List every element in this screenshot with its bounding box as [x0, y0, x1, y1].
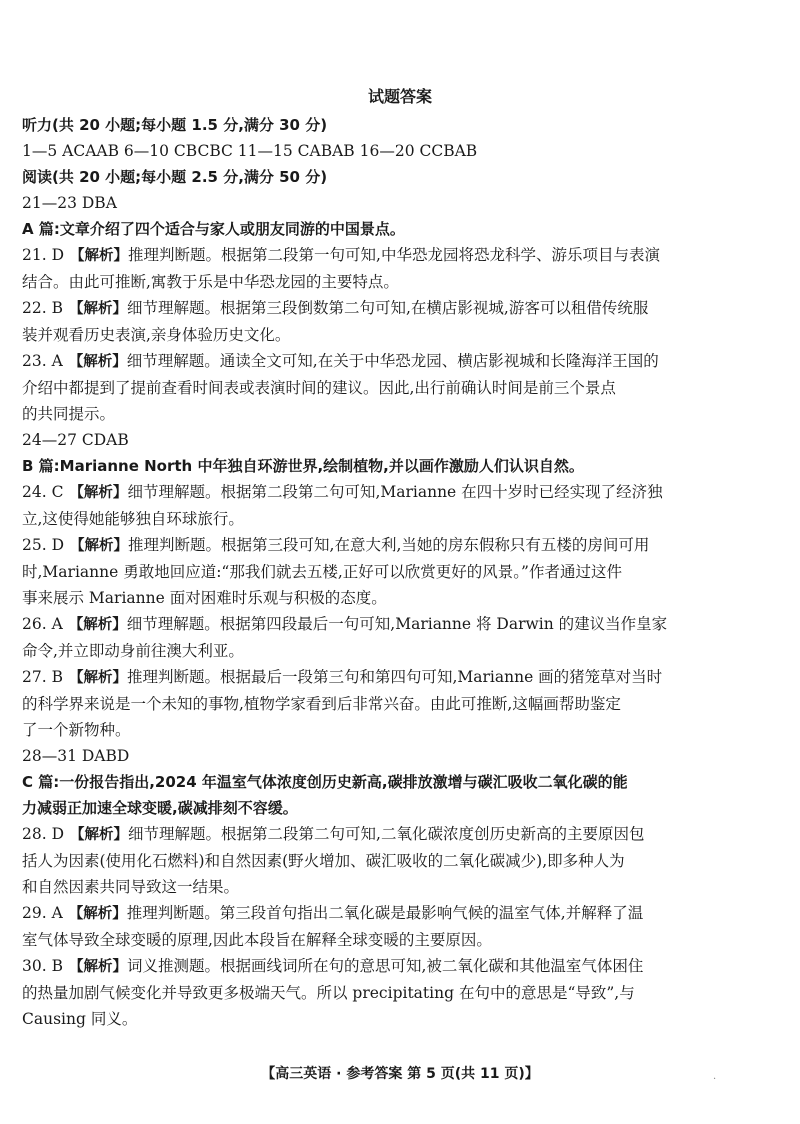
- question-30: [22, 953, 782, 1032]
- analysis-text: 推理判断题。根据第二段第一句可知,中华恐龙园将恐龙科学、游乐项目与表演: [128, 246, 660, 264]
- analysis-text: 推理判断题。根据最后一段第三句和第四句可知,Marianne 画的猪笼草对当时: [126, 668, 663, 686]
- analysis-text: 的共同提示。: [22, 405, 116, 423]
- analysis-tag: 【解析】: [70, 538, 129, 554]
- analysis-tag: 【解析】: [68, 617, 127, 633]
- listening-heading: 听力(共 20 小题;每小题 1.5 分,满分 30 分): [22, 116, 328, 134]
- analysis-tag: 【解析】: [69, 485, 128, 501]
- question-number: 29. A: [22, 904, 63, 922]
- analysis-tag: 【解析】: [68, 670, 127, 686]
- analysis-text: 的热量加剧气候变化并导致更多极端天气。所以 precipitating 在句中的意思是“导致”,与: [22, 984, 635, 1002]
- question-number: 28. D: [22, 825, 65, 843]
- analysis-text: 命令,并立即动身前往澳大利亚。: [22, 642, 244, 660]
- question-26: [22, 611, 782, 664]
- analysis-tag: 【解析】: [70, 248, 129, 264]
- analysis-text: 细节理解题。根据第二段第二句可知,二氧化碳浓度创历史新高的主要原因包: [128, 825, 645, 843]
- analysis-text: 立,这使得她能够独自环球旅行。: [22, 510, 244, 528]
- question-22: [22, 295, 782, 348]
- passage-a-summary: A 篇:文章介绍了四个适合与家人或朋友同游的中国景点。: [22, 220, 405, 238]
- analysis-tag: 【解析】: [68, 906, 127, 922]
- answer-group-24-27: 24—27 CDAB: [22, 431, 129, 449]
- analysis-text: 时,Marianne 勇敢地回应道:“那我们就去五楼,正好可以欣赏更好的风景。”作者通过这件: [22, 563, 622, 581]
- analysis-text: 推理判断题。第三段首句指出二氧化碳是最影响气候的温室气体,并解释了温: [126, 904, 644, 922]
- analysis-text: 和自然因素共同导致这一结果。: [22, 878, 240, 896]
- passage-c-summary: C 篇:一份报告指出,2024 年温室气体浓度创历史新高,碳排放激增与碳汇吸收二氧化碳的能: [22, 773, 628, 791]
- analysis-text: 了一个新物种。: [22, 721, 131, 739]
- question-27: [22, 664, 782, 743]
- analysis-text: 推理判断题。根据第三段可知,在意大利,当她的房东假称只有五楼的房间可用: [128, 536, 650, 554]
- listening-answers: 1—5 ACAAB 6—10 CBCBC 11—15 CABAB 16—20 CCBAB: [22, 142, 478, 160]
- passage-b-summary: B 篇:Marianne North 中年独自环游世界,绘制植物,并以画作激励人们认识自然。: [22, 457, 584, 475]
- question-number: 27. B: [22, 668, 63, 686]
- analysis-text: 细节理解题。根据第三段倒数第二句可知,在横店影视城,游客可以租借传统服: [126, 299, 649, 317]
- question-number: 22. B: [22, 299, 63, 317]
- corner-mark: ·: [713, 1074, 717, 1085]
- analysis-text: 室气体导致全球变暖的原理,因此本段旨在解释全球变暖的主要原因。: [22, 931, 492, 949]
- analysis-text: Causing 同义。: [22, 1010, 138, 1028]
- passage-c-summary-cont: 力减弱正加速全球变暖,碳减排刻不容缓。: [22, 799, 298, 817]
- analysis-text: 事来展示 Marianne 面对困难时乐观与积极的态度。: [22, 589, 387, 607]
- answer-group-21-23: 21—23 DBA: [22, 194, 117, 212]
- analysis-tag: 【解析】: [68, 959, 127, 975]
- question-23: [22, 348, 782, 427]
- answer-content: [22, 112, 782, 1032]
- question-28: [22, 821, 782, 900]
- question-24: [22, 479, 782, 532]
- analysis-text: 细节理解题。根据第二段第二句可知,Marianne 在四十岁时已经实现了经济独: [127, 483, 663, 501]
- analysis-text: 的科学界来说是一个未知的事物,植物学家看到后非常兴奋。由此可推断,这幅画帮助鉴定: [22, 695, 621, 713]
- analysis-text: 细节理解题。通读全文可知,在关于中华恐龙园、横店影视城和长隆海洋王国的: [126, 352, 659, 370]
- question-29: [22, 900, 782, 953]
- page-footer: 【高三英语 · 参考答案 第 5 页(共 11 页)】: [261, 1066, 539, 1082]
- page-title: 试题答案: [367, 87, 432, 106]
- question-21: [22, 242, 782, 295]
- reading-heading: 阅读(共 20 小题;每小题 2.5 分,满分 50 分): [22, 168, 328, 186]
- question-number: 23. A: [22, 352, 63, 370]
- analysis-text: 词义推测题。根据画线词所在句的意思可知,被二氧化碳和其他温室气体困住: [126, 957, 644, 975]
- analysis-text: 细节理解题。根据第四段最后一句可知,Marianne 将 Darwin 的建议当作皇家: [126, 615, 668, 633]
- answer-group-28-31: 28—31 DABD: [22, 747, 130, 765]
- question-number: 21. D: [22, 246, 65, 264]
- analysis-tag: 【解析】: [68, 301, 127, 317]
- question-number: 30. B: [22, 957, 63, 975]
- question-number: 26. A: [22, 615, 63, 633]
- analysis-text: 括人为因素(使用化石燃料)和自然因素(野火增加、碳汇吸收的二氧化碳减少),即多种人为: [22, 852, 625, 870]
- analysis-text: 结合。由此可推断,寓教于乐是中华恐龙园的主要特点。: [22, 273, 399, 291]
- question-number: 24. C: [22, 483, 64, 501]
- analysis-tag: 【解析】: [68, 354, 127, 370]
- analysis-text: 介绍中都提到了提前查看时间表或表演时间的建议。因此,出行前确认时间是前三个景点: [22, 379, 616, 397]
- analysis-tag: 【解析】: [70, 827, 129, 843]
- question-25: [22, 532, 782, 611]
- analysis-text: 装并观看历史表演,亲身体验历史文化。: [22, 326, 291, 344]
- question-number: 25. D: [22, 536, 65, 554]
